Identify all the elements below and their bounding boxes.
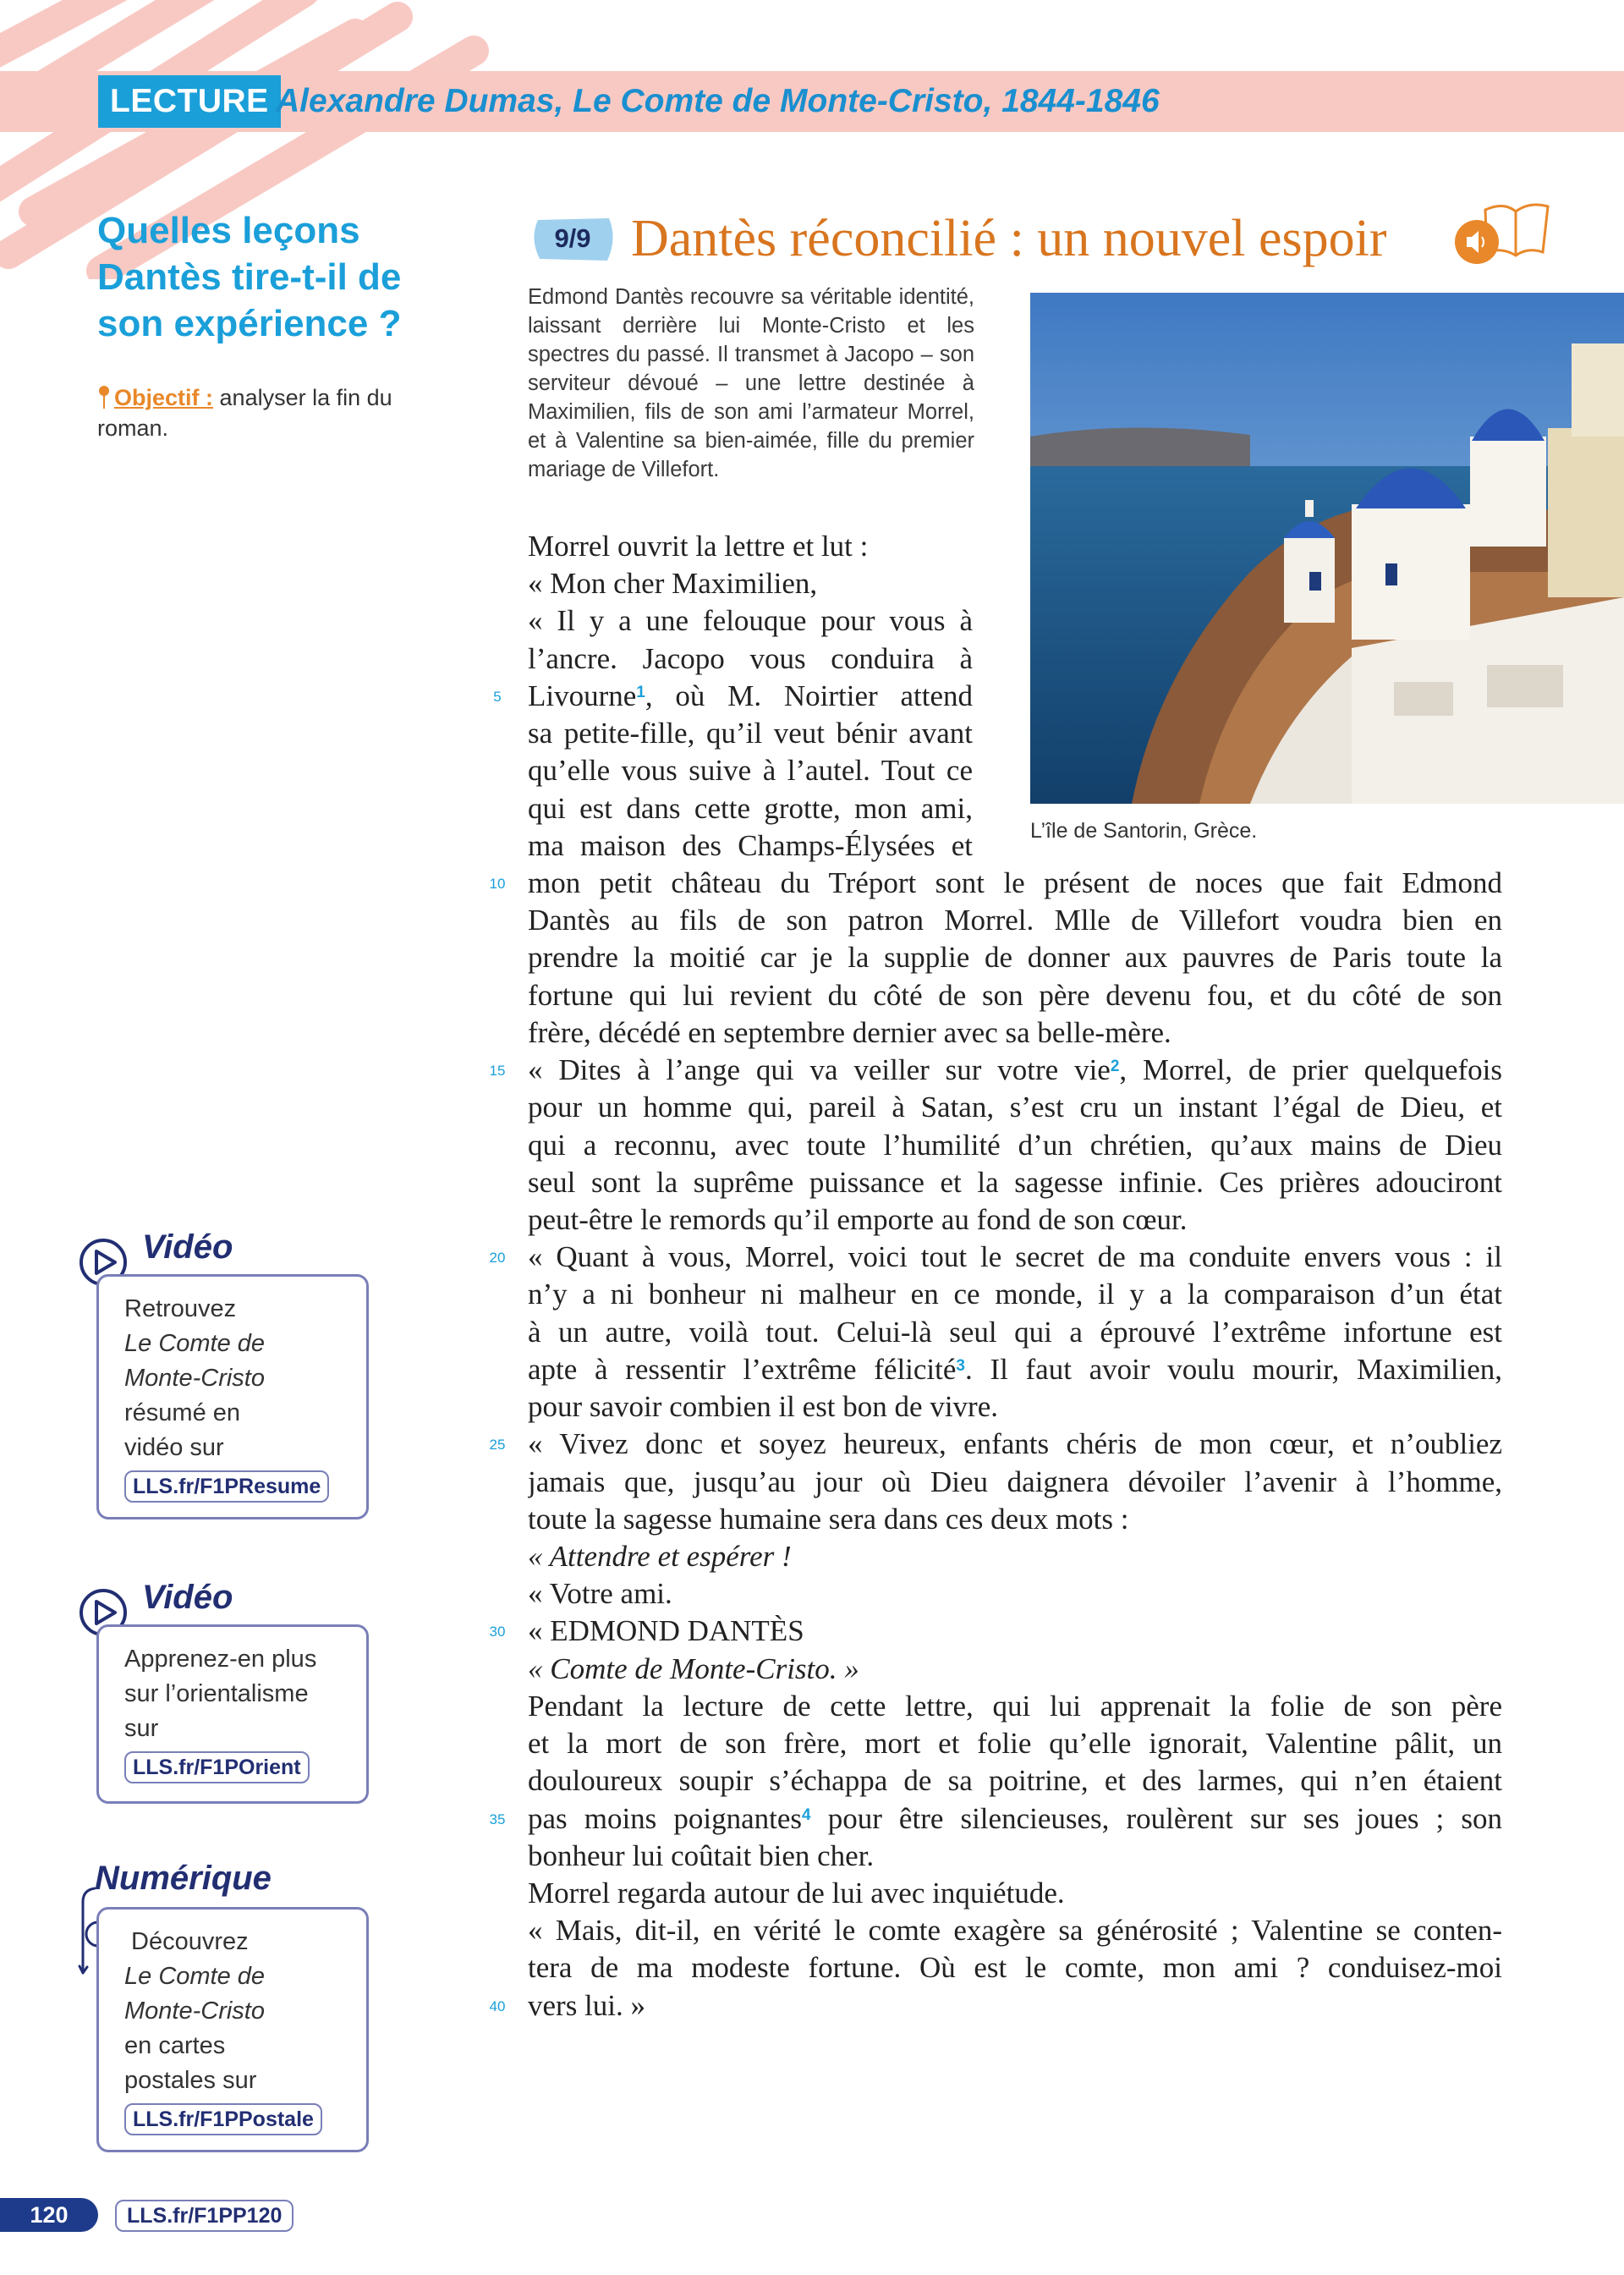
line-number: 5	[493, 688, 502, 705]
text-line-content: qui a reconnu, avec toute l’humilité d’un chrétien, qu’aux mains de Dieu	[528, 1128, 1502, 1162]
text-line	[528, 1388, 998, 1426]
text-line-content: « Attendre et espérer !	[528, 1539, 792, 1573]
footnote-marker[interactable]: 2	[1110, 1058, 1120, 1076]
text-line-content: toute la sagesse humaine sera dans ces deux mots :	[528, 1502, 1129, 1536]
text-line-content: ma maison des Champs-Élysées et	[528, 828, 973, 862]
digital-heading: Numérique	[95, 1860, 272, 1897]
text-number-badge: 9/9	[554, 223, 591, 253]
text-line	[528, 790, 973, 827]
line-number: 20	[489, 1250, 506, 1267]
text-line	[528, 1201, 1187, 1239]
video-resource-card	[96, 1274, 369, 1519]
text-line	[528, 1089, 1502, 1126]
text-line-content: n’y a ni bonheur ni malheur en ce monde, il y a la comparaison d’un état	[528, 1278, 1502, 1311]
text-line-content: jamais que, jusqu’au jour où Dieu daignera dévoiler l’avenir à l’homme,	[528, 1464, 1502, 1498]
text-line	[528, 1949, 1502, 1987]
footnote-marker[interactable]: 1	[636, 683, 645, 701]
text-line-content: pour être silencieuses, roulèrent sur ses joues ; son	[810, 1801, 1502, 1835]
text-line	[528, 528, 868, 565]
text-line	[528, 902, 1502, 939]
page-number: 120	[0, 2198, 98, 2232]
text-line	[528, 1501, 1129, 1538]
text-line	[528, 1875, 1065, 1912]
text-introduction: Edmond Dantès recouvre sa véritable identité, laissant derrière lui Monte-Cristo et les spectres du passé. Il transmet à Jacopo – son serviteur dévoué – une lettre destinée à Maximilien, fils de son ami l’armateur Morrel, et à Valentine sa bien-aimée, fille du premier mariage de Villefort.	[528, 285, 974, 481]
text-line	[528, 1613, 804, 1650]
text-line	[528, 1688, 1502, 1725]
text-line-content: « Mon cher Maximilien,	[528, 567, 818, 601]
text-line	[528, 602, 973, 640]
text-line-content: , Morrel, de prier quelquefois	[1119, 1053, 1502, 1087]
text-line	[528, 1538, 792, 1575]
text-line	[528, 977, 1502, 1014]
resource-text: Découvrez	[131, 1928, 249, 1955]
footnote-marker[interactable]: 3	[956, 1356, 965, 1375]
text-line-content: Morrel ouvrit la lettre et lut :	[528, 530, 869, 563]
line-number: 40	[489, 1997, 506, 2014]
text-line	[528, 1276, 1502, 1313]
text-line	[528, 640, 973, 678]
text-line	[528, 1651, 859, 1688]
objective	[97, 382, 453, 443]
text-line-content: « Votre ami.	[528, 1577, 672, 1611]
text-line-content: pour savoir combien il est bon de vivre.	[528, 1390, 998, 1424]
text-line-content: « Comte de Monte-Cristo. »	[528, 1651, 859, 1685]
text-line	[528, 752, 973, 789]
text-line-content: apte à ressentir l’extrême félicité	[528, 1352, 957, 1386]
text-line-content: douloureux soupir s’échappa de sa poitrine, et des larmes, qui n’en étaient	[528, 1764, 1502, 1798]
digital-resource-card	[96, 1907, 369, 2152]
text-line-content: qu’elle vous suive à l’autel. Tout ce	[528, 754, 973, 788]
text-line	[528, 1464, 1502, 1501]
text-line	[528, 1838, 874, 1875]
resource-link[interactable]: LLS.fr/F1POrient	[124, 1751, 310, 1783]
video-heading: Vidéo	[142, 1228, 233, 1266]
text-line	[528, 1164, 1502, 1201]
text-line	[528, 1762, 1502, 1800]
line-number: 25	[489, 1437, 506, 1453]
text-line-content: Pendant la lecture de cette lettre, qui lui apprenait la folie de son père	[528, 1689, 1502, 1723]
text-line-content: Morrel regarda autour de lui avec inquiétude.	[528, 1876, 1065, 1910]
text-line-content: « Il y a une felouque pour vous à	[528, 604, 973, 638]
text-line-content: prendre la moitié car je la supplie de donner aux pauvres de Paris toute la	[528, 941, 1502, 975]
text-line	[528, 1127, 1502, 1164]
page-link[interactable]: LLS.fr/F1PP120	[115, 2200, 294, 2232]
resource-text: en cartes postales sur	[124, 2032, 257, 2094]
text-line	[528, 1426, 1502, 1463]
line-number: 30	[489, 1624, 506, 1640]
text-line	[528, 827, 973, 865]
audio-book-icon[interactable]	[1451, 200, 1551, 267]
text-line	[528, 865, 1502, 902]
resource-title: Le Comte de Monte-Cristo	[124, 1330, 266, 1392]
text-line-content: pas moins poignantes	[528, 1801, 803, 1835]
pin-icon	[97, 385, 111, 410]
line-number: 35	[489, 1811, 506, 1827]
text-line-content: tera de ma modeste fortune. Où est le comte, mon ami ? conduisez-moi	[528, 1951, 1502, 1985]
text-line-content: mon petit château du Tréport sont le présent de noces que fait Edmond	[528, 866, 1502, 899]
line-number: 10	[489, 876, 506, 892]
text-line-content: Dantès au fils de son patron Morrel. Mlle de Villefort voudra bien en	[528, 904, 1502, 937]
resource-text: Retrouvez	[124, 1295, 237, 1322]
resource-link[interactable]: LLS.fr/F1PResume	[124, 1470, 329, 1503]
text-line-content: « Vivez donc et soyez heureux, enfants chéris de mon cœur, et n’oubliez	[528, 1427, 1502, 1461]
photo-caption: L’île de Santorin, Grèce.	[1030, 819, 1258, 843]
text-line-content: sa petite-fille, qu’il veut bénir avant	[528, 717, 973, 750]
text-line	[528, 1014, 1171, 1052]
resource-title: Le Comte de Monte-Cristo	[124, 1963, 266, 2025]
text-line-content: à un autre, voilà tout. Celui-là seul qui a éprouvé l’extrême infortune est	[528, 1315, 1502, 1349]
objective-label: Objectif :	[114, 385, 214, 410]
text-line-content: l’ancre. Jacopo vous conduira à	[528, 641, 973, 675]
guiding-question: Quelles leçons Dantès tire-t-il de son expérience ?	[97, 210, 402, 344]
text-line-content: « Dites à l’ange qui va veiller sur votre vie	[528, 1053, 1111, 1087]
video-resource-card	[96, 1624, 369, 1804]
text-line-content: « Mais, dit-il, en vérité le comte exagère sa générosité ; Valentine se conten-	[528, 1914, 1502, 1948]
text-line	[528, 678, 973, 715]
section-tag: LECTURE	[98, 75, 281, 128]
text-line	[528, 1314, 1502, 1351]
text-line-content: bonheur lui coûtait bien cher.	[528, 1838, 875, 1872]
text-line-content: frère, décédé en septembre dernier avec sa belle-mère.	[528, 1015, 1171, 1049]
text-line	[528, 1800, 1502, 1838]
text-line-content: seul sont la suprême puissance et la sagesse infinie. Ces prières adouciront	[528, 1165, 1502, 1199]
text-line-content: « EDMOND DANTÈS	[528, 1614, 804, 1648]
text-line	[528, 1052, 1502, 1089]
text-line-content: . Il faut avoir voulu mourir, Maximilien,	[965, 1352, 1502, 1386]
text-line-content: peut-être le remords qu’il emporte au fond de son cœur.	[528, 1203, 1188, 1236]
header-title: Alexandre Dumas, Le Comte de Monte-Cristo, 1844-1846	[276, 83, 1160, 119]
line-number: 15	[489, 1063, 506, 1080]
text-line	[528, 1575, 672, 1613]
video-heading: Vidéo	[142, 1579, 233, 1616]
text-line-content: Livourne	[528, 679, 637, 712]
resource-text: résumé en vidéo sur	[124, 1399, 241, 1461]
text-line	[528, 1725, 1502, 1762]
text-line	[528, 1912, 1502, 1949]
text-line	[528, 1987, 645, 2025]
resource-link[interactable]: LLS.fr/F1PPostale	[124, 2103, 322, 2135]
text-line-content: fortune qui lui revient du côté de son père devenu fou, et du côté de son	[528, 978, 1502, 1012]
objective-text: analyser la fin du roman.	[97, 385, 392, 441]
footnote-marker[interactable]: 4	[802, 1805, 811, 1824]
text-line-content: vers lui. »	[528, 1988, 646, 2022]
text-line-content: pour un homme qui, pareil à Satan, s’est cru un instant l’égal de Dieu, et	[528, 1091, 1502, 1124]
santorini-photo	[1030, 293, 1624, 804]
text-line	[528, 939, 1502, 976]
text-line-content: « Quant à vous, Morrel, voici tout le secret de ma conduite envers vous : il	[528, 1240, 1502, 1274]
text-line	[528, 1239, 1502, 1276]
text-line	[528, 715, 973, 752]
resource-text: Apprenez-en plus sur l’orientalisme sur	[124, 1646, 317, 1742]
text-line	[528, 565, 817, 602]
text-line	[528, 1351, 1502, 1388]
text-line-content: et la mort de son frère, mort et folie qu’elle ignorait, Valentine pâlit, un	[528, 1727, 1502, 1760]
text-line-content: qui est dans cette grotte, mon ami,	[528, 791, 973, 825]
text-title: Dantès réconcilié : un nouvel espoir	[631, 210, 1387, 267]
text-line-content: , où M. Noirtier attend	[645, 679, 973, 712]
